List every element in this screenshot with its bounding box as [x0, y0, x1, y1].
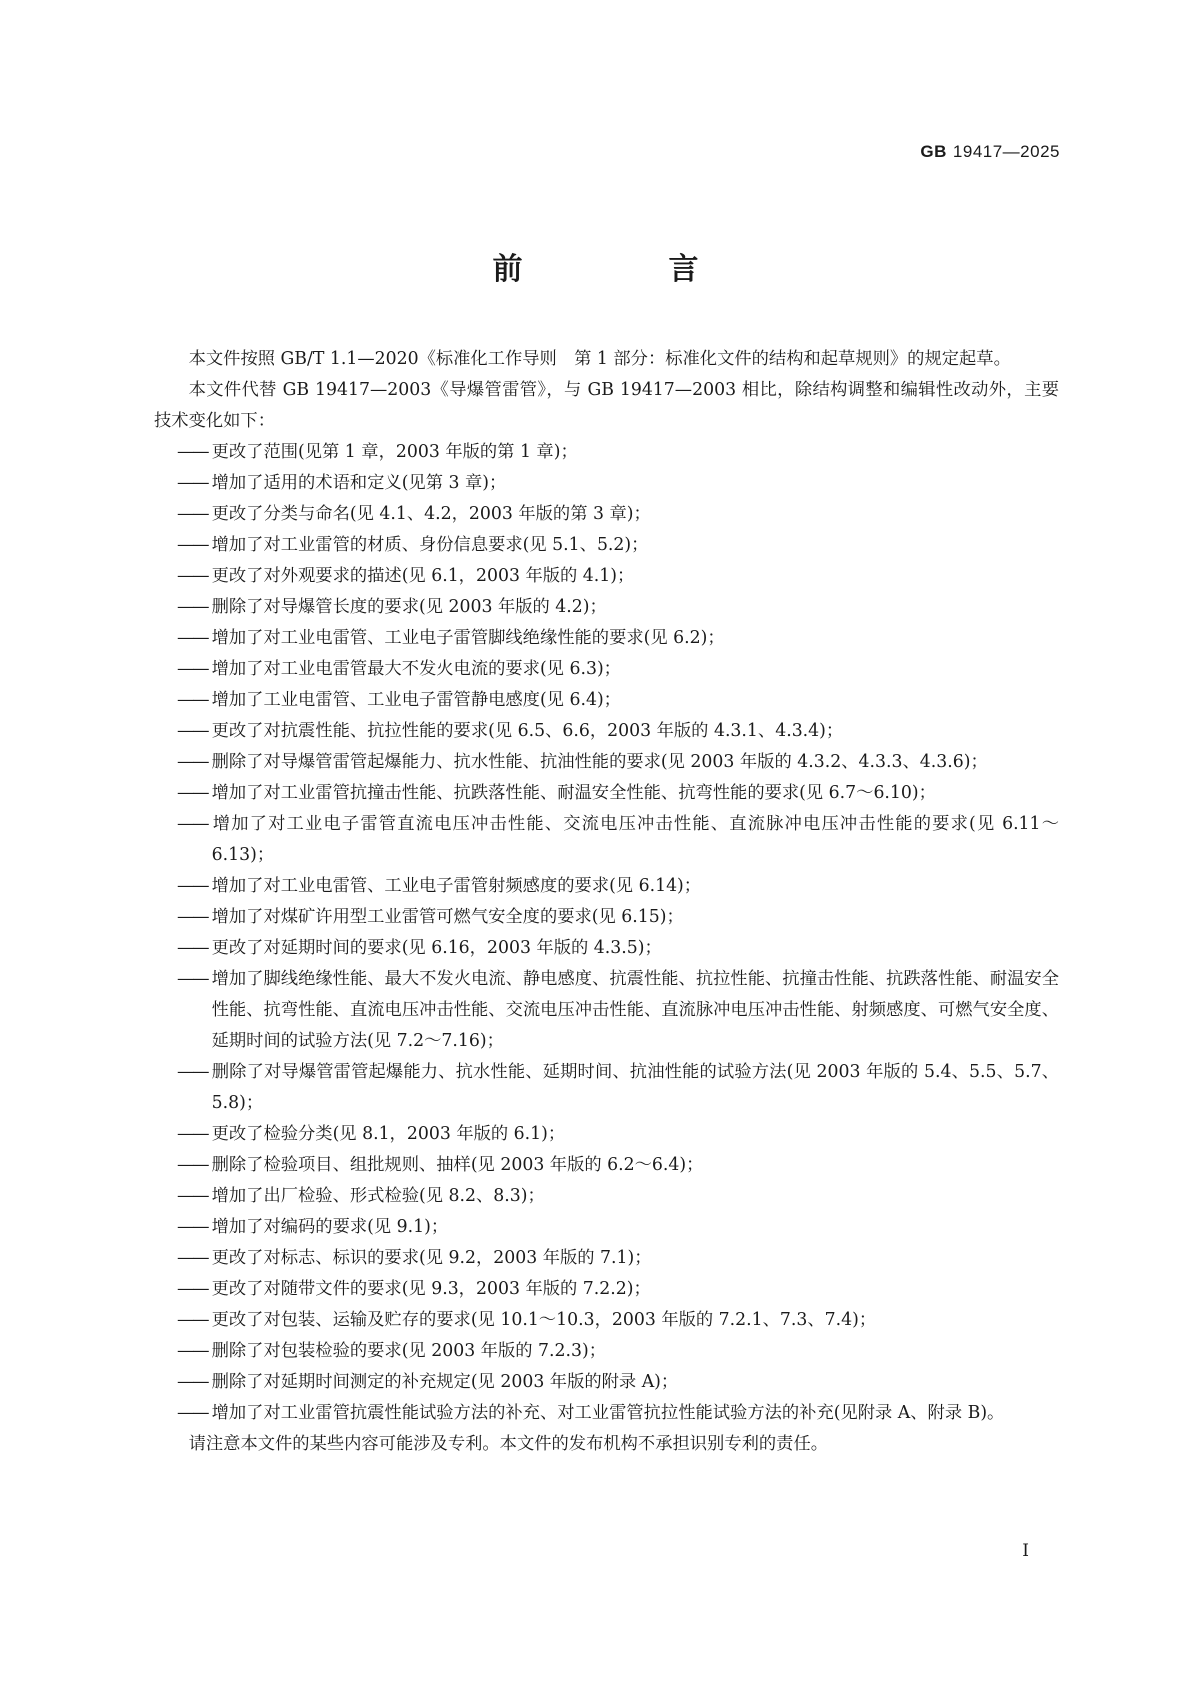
- list-item-text: 更改了对外观要求的描述(见 6.1，2003 年版的 4.1)；: [211, 566, 635, 586]
- list-dash: ——: [177, 1310, 208, 1330]
- list-dash: ——: [177, 1248, 208, 1268]
- list-item-text: 删除了对导爆管雷管起爆能力、抗水性能、延期时间、抗油性能的试验方法(见 2003 年版的 5.4、5.5、5.7、5.8)；: [211, 1062, 1059, 1113]
- list-dash: ——: [177, 535, 208, 555]
- list-dash: ——: [177, 1372, 208, 1392]
- list-dash: ——: [177, 659, 208, 679]
- list-item-text: 增加了出厂检验、形式检验(见 8.2、8.3)；: [211, 1186, 545, 1206]
- list-dash: ——: [177, 721, 208, 741]
- list-item-text: 增加了对工业电雷管最大不发火电流的要求(见 6.3)；: [211, 659, 621, 679]
- list-item-text: 更改了分类与命名(见 4.1、4.2，2003 年版的第 3 章)；: [211, 504, 651, 524]
- list-item-text: 增加了对工业电雷管、工业电子雷管脚线绝缘性能的要求(见 6.2)；: [211, 628, 725, 648]
- list-item-text: 增加了对编码的要求(见 9.1)；: [211, 1217, 449, 1237]
- list-item: [177, 933, 1059, 964]
- list-item: [177, 1150, 1059, 1181]
- list-item: [177, 902, 1059, 933]
- list-item: [177, 592, 1059, 623]
- list-item: [177, 1181, 1059, 1212]
- list-item: [177, 747, 1059, 778]
- list-item: [177, 1398, 1059, 1429]
- list-item: [177, 716, 1059, 747]
- list-item-text: 更改了对随带文件的要求(见 9.3，2003 年版的 7.2.2)；: [211, 1279, 651, 1299]
- list-item-text: 增加了对煤矿许用型工业雷管可燃气安全度的要求(见 6.15)；: [211, 907, 684, 927]
- list-item-text: 删除了对延期时间测定的补充规定(见 2003 年版的附录 A)；: [211, 1372, 679, 1392]
- list-dash: ——: [177, 442, 208, 462]
- list-dash: ——: [177, 504, 208, 524]
- list-item-text: 更改了对延期时间的要求(见 6.16，2003 年版的 4.3.5)；: [211, 938, 662, 958]
- list-item: [177, 1274, 1059, 1305]
- list-item: [177, 530, 1059, 561]
- list-item-text: 增加了对工业电雷管、工业电子雷管射频感度的要求(见 6.14)；: [211, 876, 702, 896]
- list-dash: ——: [177, 1155, 208, 1175]
- standard-number: 19417—2025: [952, 142, 1060, 161]
- technical-changes-list: [154, 437, 1059, 1429]
- list-dash: ——: [177, 1341, 208, 1361]
- list-dash: ——: [177, 566, 208, 586]
- list-item: [177, 964, 1059, 1057]
- list-item-text: 增加了对工业雷管的材质、身份信息要求(见 5.1、5.2)；: [211, 535, 649, 555]
- list-dash: ——: [177, 1186, 208, 1206]
- list-item-text: 增加了工业电雷管、工业电子雷管静电感度(见 6.4)；: [211, 690, 621, 710]
- list-dash: ——: [177, 597, 208, 617]
- list-dash: ——: [177, 1124, 208, 1144]
- list-item-text: 更改了对抗震性能、抗拉性能的要求(见 6.5、6.6，2003 年版的 4.3.1、4.3.4)；: [211, 721, 844, 741]
- list-item: [177, 778, 1059, 809]
- list-item: [177, 1212, 1059, 1243]
- list-item-text: 增加了适用的术语和定义(见第 3 章)；: [211, 473, 507, 493]
- list-dash: ——: [177, 814, 208, 834]
- list-item-text: 增加了对工业电子雷管直流电压冲击性能、交流电压冲击性能、直流脉冲电压冲击性能的要求(见 6.11～6.13)；: [211, 814, 1059, 865]
- list-item-text: 删除了对导爆管长度的要求(见 2003 年版的 4.2)；: [211, 597, 607, 617]
- list-item-text: 更改了对包装、运输及贮存的要求(见 10.1～10.3，2003 年版的 7.2.1、7.3、7.4)；: [211, 1310, 877, 1330]
- list-item-text: 更改了范围(见第 1 章，2003 年版的第 1 章)；: [211, 442, 578, 462]
- list-item-text: 增加了对工业雷管抗撞击性能、抗跌落性能、耐温安全性能、抗弯性能的要求(见 6.7～6.10)；: [211, 783, 936, 803]
- list-item-text: 删除了对导爆管雷管起爆能力、抗水性能、抗油性能的要求(见 2003 年版的 4.3.2、4.3.3、4.3.6)；: [211, 752, 988, 772]
- list-dash: ——: [177, 1279, 208, 1299]
- list-item: [177, 468, 1059, 499]
- list-item: [177, 623, 1059, 654]
- foreword-body: [154, 344, 1059, 1460]
- list-item-text: 增加了脚线绝缘性能、最大不发火电流、静电感度、抗震性能、抗拉性能、抗撞击性能、抗跌落性能、耐温安全性能、抗弯性能、直流电压冲击性能、交流电压冲击性能、直流脉冲电压冲击性能、射频感度、可燃气安全度、延期时间的试验方法(见 7.2～7.16)；: [211, 969, 1059, 1051]
- list-dash: ——: [177, 628, 208, 648]
- list-dash: ——: [177, 1403, 208, 1423]
- list-item: [177, 1367, 1059, 1398]
- list-item-text: 更改了对标志、标识的要求(见 9.2，2003 年版的 7.1)；: [211, 1248, 652, 1268]
- page-title: 前 言: [492, 252, 757, 287]
- list-item-text: 更改了检验分类(见 8.1，2003 年版的 6.1)；: [211, 1124, 566, 1144]
- list-dash: ——: [177, 938, 208, 958]
- list-item: [177, 809, 1059, 871]
- intro-paragraph-drafting: 本文件按照 GB/T 1.1—2020《标准化工作导则 第 1 部分：标准化文件的结构和起草规则》的规定起草。: [188, 349, 1011, 369]
- list-dash: ——: [177, 783, 208, 803]
- list-dash: ——: [177, 690, 208, 710]
- list-dash: ——: [177, 969, 208, 989]
- list-item-text: 增加了对工业雷管抗震性能试验方法的补充、对工业雷管抗拉性能试验方法的补充(见附录 A、附录 B)。: [211, 1403, 1005, 1423]
- intro-paragraph-replacement: 本文件代替 GB 19417—2003《导爆管雷管》，与 GB 19417—2003 相比，除结构调整和编辑性改动外，主要技术变化如下：: [154, 380, 1059, 431]
- list-item: [177, 1336, 1059, 1367]
- list-dash: ——: [177, 1062, 208, 1082]
- list-dash: ——: [177, 473, 208, 493]
- list-dash: ——: [177, 876, 208, 896]
- list-item: [177, 685, 1059, 716]
- list-dash: ——: [177, 752, 208, 772]
- patent-notice: 请注意本文件的某些内容可能涉及专利。本文件的发布机构不承担识别专利的责任。: [188, 1434, 829, 1454]
- list-item: [177, 871, 1059, 902]
- list-item: [177, 499, 1059, 530]
- list-item-text: 删除了对包装检验的要求(见 2003 年版的 7.2.3)；: [211, 1341, 607, 1361]
- list-item: [177, 1243, 1059, 1274]
- list-item: [177, 654, 1059, 685]
- standard-code: [920, 142, 1060, 162]
- page-number: I: [1022, 1541, 1029, 1561]
- list-item-text: 删除了检验项目、组批规则、抽样(见 2003 年版的 6.2～6.4)；: [211, 1155, 704, 1175]
- standard-prefix: GB: [920, 142, 947, 161]
- list-dash: ——: [177, 907, 208, 927]
- list-item: [177, 561, 1059, 592]
- list-item: [177, 1305, 1059, 1336]
- list-item: [177, 1057, 1059, 1119]
- list-item: [177, 437, 1059, 468]
- list-item: [177, 1119, 1059, 1150]
- list-dash: ——: [177, 1217, 208, 1237]
